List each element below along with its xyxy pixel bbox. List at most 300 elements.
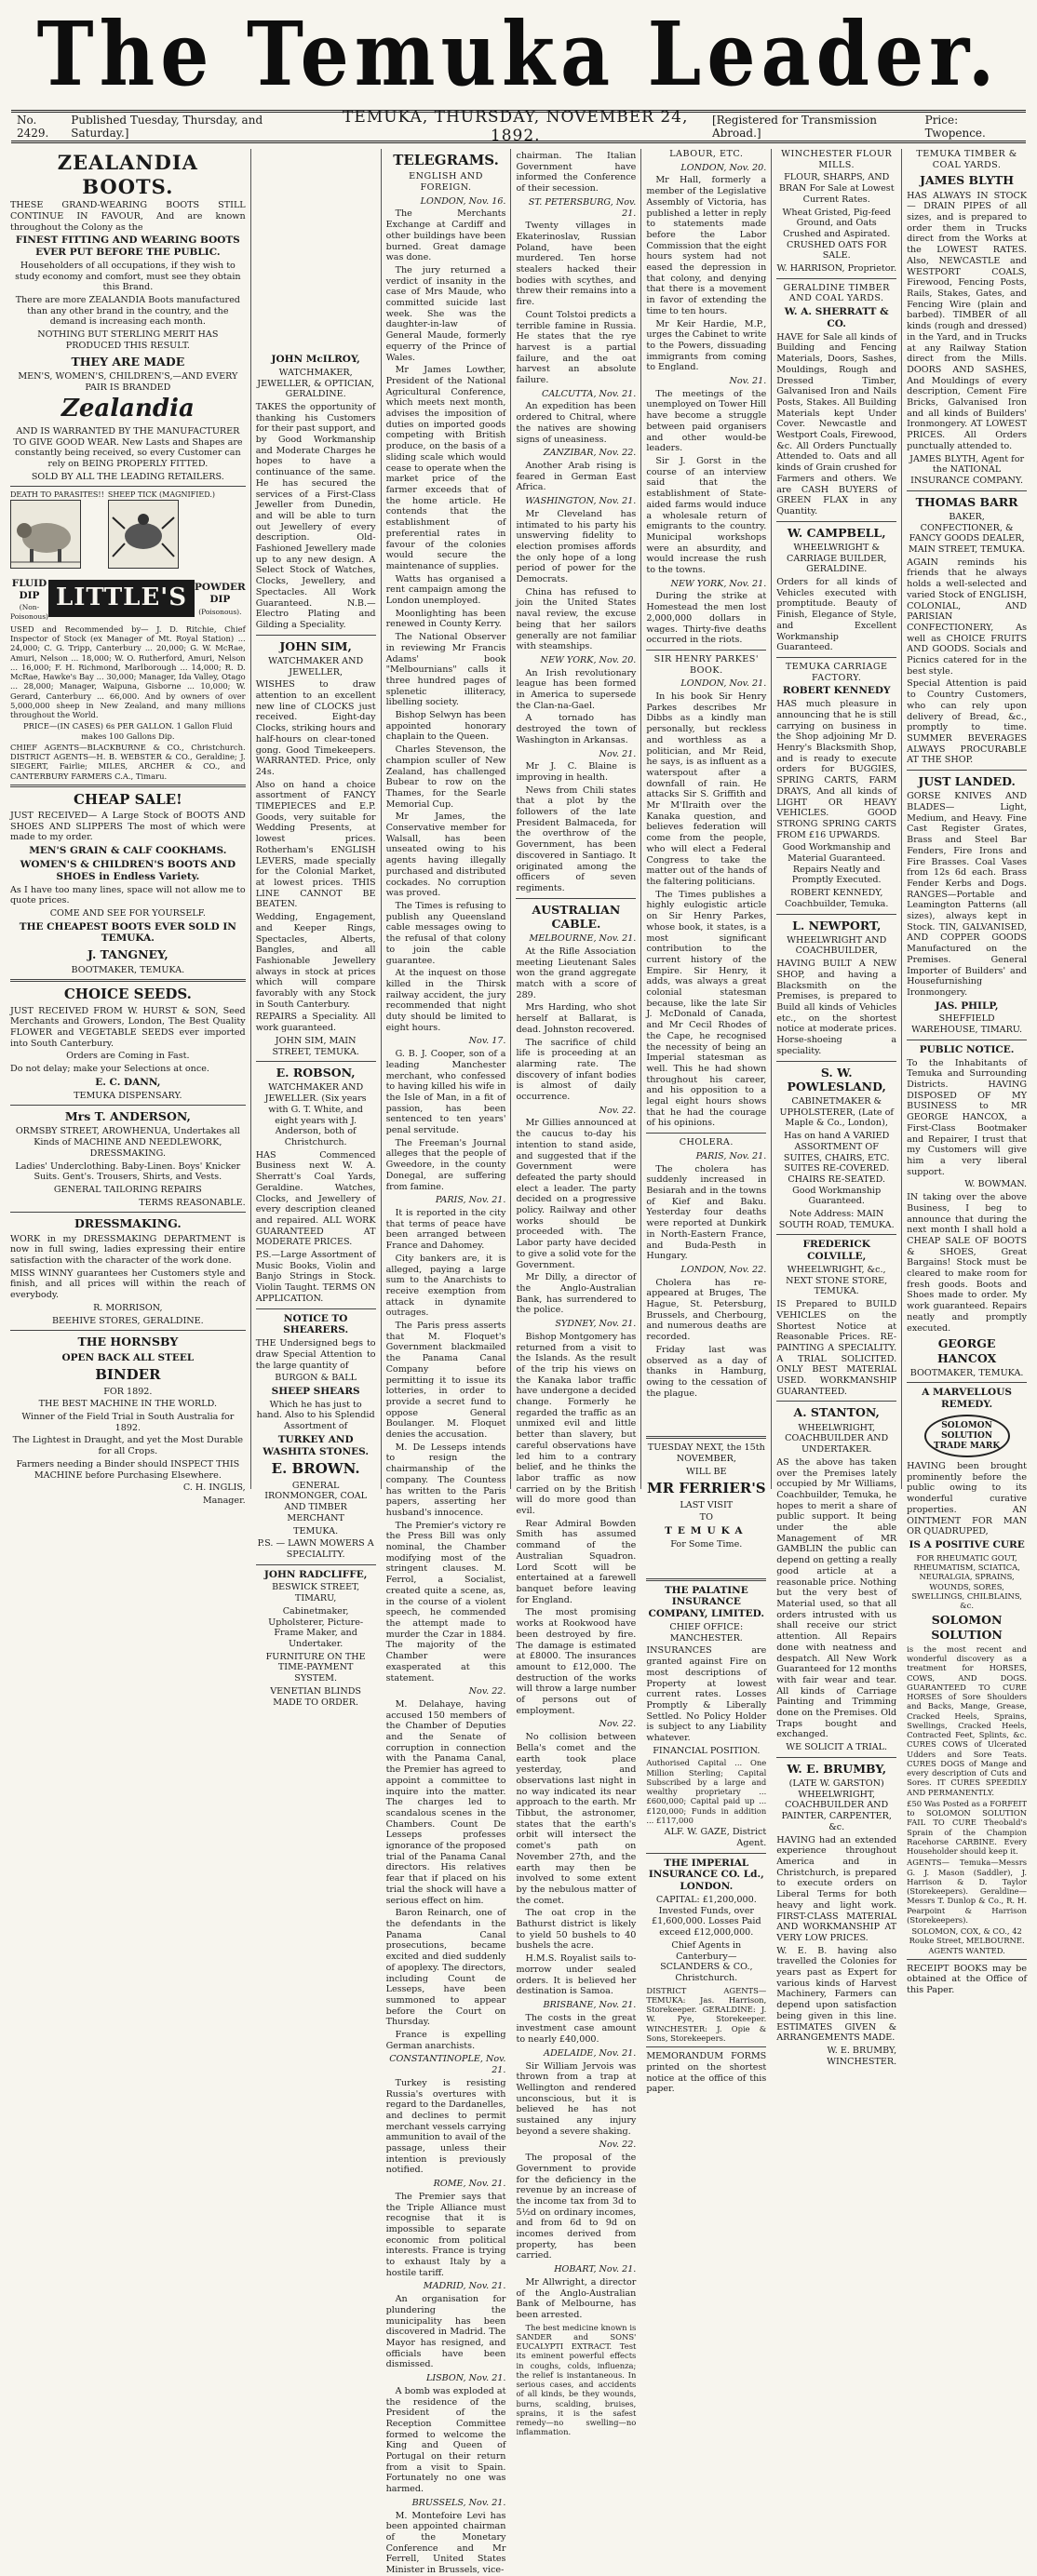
- news-paragraph: The Times publishes a highly eulogistic article on Sir Henry Parkes, whose book, it states, is a most significant contribution to the current history of the Empire. Sir Henry, it adds, was always a great colonial statesman because, like the late Sir J. McDonald of Canada, and Mr Cecil Rhodes of the Cape, he recognised the necessity of being an Imperial statesman as well. This he had shown throughout his career, and his opposition to a legal eight hours shows that he had the courage of his opinions.: [646, 889, 767, 1129]
- news-dateline: NEW YORK, Nov. 21.: [670, 578, 767, 589]
- news-paragraph: Friday last was observed as a day of thanks in Hamburg, owing to the cessation of the plague.: [646, 1344, 767, 1399]
- zealandia-text: AND IS WARRANTED BY THE MANUFACTURER TO GIVE GOOD WEAR. New Lasts and Shapes are constantly being received, so every Customer can rely on BEING PROPERLY FITTED.: [13, 425, 243, 470]
- radcliffe-text: VENETIAN BLINDS MADE TO ORDER.: [270, 1685, 362, 1708]
- news-paragraph: Mr Keir Hardie, M.P., urges the Cabinet to write to the Powers, dissuading immigrants from coming to England.: [646, 318, 767, 373]
- hornsby-text: THE BEST MACHINE IN THE WORLD.: [38, 1399, 218, 1410]
- news-dateline: Nov. 22.: [468, 1686, 506, 1697]
- news-dateline: LONDON, Nov. 16.: [420, 195, 506, 207]
- news-paragraph: The cholera has suddenly increased in Besiarah and in the towns of Kief and Baku. Yesterday four deaths were reported at Dunkirk in North-Eastern France, and Buda-Pesth in Hungary.: [646, 1163, 767, 1262]
- dip-left: [10, 576, 48, 621]
- kennedy-signature: ROBERT KENNEDY, Coachbuilder, Temuka.: [784, 888, 889, 909]
- divider: [776, 1061, 896, 1062]
- zealandia-text: Householders of all occupations, if they wish to study economy and comfort, must see they obtain this Brand.: [15, 260, 241, 293]
- hornsby-text: The Lightest in Draught, and yet the Most Durable for all Crops.: [12, 1435, 244, 1457]
- anderson-text: ORMSBY STREET, AROWHENUA, Undertakes all Kinds of MACHINE AND NEEDLEWORK, DRESSMAKING.: [15, 1126, 240, 1159]
- blyth-name: JAMES BLYTH: [920, 173, 1015, 188]
- news-dateline: SYDNEY, Nov. 21.: [555, 1319, 637, 1330]
- imperial-district: DISTRICT AGENTS— TEMUKA: Jas. Harrison, Storekeeper. GERALDINE: J. W. Pye, Storekeeper. WINCHESTER: J. Opie & Sons, Storekeepers.: [646, 1985, 767, 2043]
- sheep-engraving-icon: [10, 500, 81, 569]
- palatine-title: THE PALATINE INSURANCE COMPANY, LIMITED.: [648, 1584, 765, 1620]
- divider: [776, 278, 896, 279]
- cheap-sale-text: JUST RECEIVED— A Large Stock of BOOTS AND SHOES AND SLIPPERS The most of which were made to my order.: [10, 811, 246, 843]
- divider: [907, 770, 1027, 771]
- newport-sub: WHEELWRIGHT AND COACHBUILDER,: [787, 934, 887, 957]
- news-paragraph: Count Tolstoi predicts a terrible famine in Russia. He states that the rye harvest is a partial failure, and the oat harvest an absolute failure.: [516, 309, 637, 386]
- column-5: [641, 149, 772, 2095]
- news-dateline: PARIS, Nov. 21.: [435, 1195, 506, 1206]
- solution-text: £50 Was Posted as a FORFEIT to SOLOMON SOLUTION FAIL TO CURE Theobald's Sprain of the Champion Racehorse CARBINE. Every Householder should keep it.: [907, 1798, 1028, 1857]
- news-paragraph: Moonlighting has been renewed in County Kerry.: [385, 608, 506, 630]
- news-paragraph: Mr James Lowther, President of the National Agricultural Conference, which meets next month, advises the imposition of duties on imported goods competing with British produce, on the basis of a sliding scale which would cease to operate when the market price of the farmer exceeds that of the home article. He contends that the establishment of preferential rates in favour of the colonies would secure the maintenance of supplies.: [385, 365, 506, 571]
- news-paragraph: Mr Hall, formerly a member of the Legislative Assembly of Victoria, has published a letter in reply to statements made before the Labor Commission that the eight hours system had not eased the depression in that colony, and denying that there is a movement in favor of extending the time to ten hours.: [646, 175, 767, 316]
- news-dateline: WASHINGTON, Nov. 21.: [525, 496, 637, 507]
- news-paragraph: The Merchants Exchange at Cardiff and other buildings have been burned. Great damage was done.: [385, 208, 506, 263]
- choice-seeds-title: CHOICE SEEDS.: [63, 986, 192, 1003]
- news-paragraph: France is expelling German anarchists.: [385, 2030, 506, 2051]
- news-paragraph: Sir William Jervois was thrown from a trap at Wellington and rendered unconscious, but it is believed he has not sustained any injury beyond a severe shaking.: [516, 2060, 637, 2137]
- place-date: TEMUKA, THURSDAY, NOVEMBER 24, 1892.: [343, 108, 689, 145]
- news-dateline: ROME, Nov. 21.: [433, 2179, 506, 2190]
- cheap-sale-text: COME AND SEE FOR YOURSELF.: [49, 907, 206, 919]
- blyth-signature: JAMES BLYTH, Agent for the NATIONAL INSURANCE COMPANY.: [909, 453, 1025, 486]
- zealandia-text: THESE GRAND-WEARING BOOTS STILL CONTINUE IN FAVOUR, And are known throughout the Colony as the: [10, 200, 246, 233]
- hornsby-text: Winner of the Field Trial in South Australia for 1892.: [21, 1412, 235, 1433]
- zealandia-brand-script: Zealandia: [61, 395, 195, 423]
- public-notice-text: IN taking over the above Business, I beg to announce that during the next month I shall hold a CHEAP SALE OF BOOTS & SHOES, Great Bargains! Stock must be cleared to make room for fresh goods. Boots and Shoes made to order. My work guaranteed. Repairs neatly and promptly executed.: [907, 1192, 1028, 1334]
- news-paragraph: The proposal of the Government to provide for the deficiency in the revenue by an increase of the income tax from 3d to 5½d on ordinary incomes, and from 6d to 9d on incomes derived from property, has been carried.: [516, 2153, 637, 2261]
- divider: [256, 1564, 376, 1565]
- palatine-text: INSURANCES are granted against Fire on most descriptions of Property at lowest current rates. Losses Promptly & Liberally Settled. No Policy Holder is subject to any Liability whatever.: [646, 1645, 767, 1744]
- choice-seeds-text: Do not delay; make your Selections at once.: [10, 1064, 209, 1075]
- news-paragraph: chairman. The Italian Government have informed the Conference of their secession.: [516, 151, 637, 195]
- radcliffe-text: FURNITURE ON THE TIME-PAYMENT SYSTEM.: [265, 1651, 366, 1684]
- littles-brand: LITTLE'S: [48, 580, 195, 617]
- dressmaking-text: WORK in my DRESSMAKING DEPARTMENT is now in full swing, ladies expressing their entire satisfaction with the character of the work done.: [10, 1233, 246, 1267]
- shearers-stones: TURKEY AND WASHITA STONES.: [263, 1433, 369, 1457]
- column-1: [6, 149, 251, 1506]
- engraving-caption: SHEEP TICK (MAGNIFIED.): [107, 490, 216, 500]
- news-dateline: ZANZIBAR, Nov. 22.: [543, 448, 637, 459]
- hancox-sub: BOOTMAKER, TEMUKA.: [909, 1367, 1024, 1378]
- campbell-sub: WHEELWRIGHT & CARRIAGE BUILDER, GERALDINE.: [786, 542, 887, 575]
- divider: [646, 650, 766, 651]
- news-dateline: Nov. 17.: [468, 1036, 506, 1047]
- morrison-sub: BEEHIVE STORES, GERALDINE.: [51, 1315, 204, 1326]
- news-paragraph: City bankers are, it is alleged, paying a large sum to the Anarchists to receive exemption from attack in dynamite outrages.: [385, 1253, 506, 1319]
- news-paragraph: An Irish revolutionary league has been formed in America to supersede the Clan-na-Gael.: [516, 667, 637, 711]
- divider: [646, 1436, 766, 1439]
- kennedy-name: ROBERT KENNEDY: [782, 685, 891, 697]
- sim-sub: WATCHMAKER AND JEWELLER,: [268, 655, 364, 678]
- solution-agents: AGENTS— Temuka—Messrs G. J. Mason (Saddler), J. Harrison & D. Taylor (Storekeepers). Geraldine—Messrs T. Dunlop & Co., R. H. Pearpoint & Harrison (Storekeepers).: [907, 1858, 1028, 1925]
- powlesland-name: S. W. POWLESLAND,: [787, 1065, 886, 1093]
- news-dateline: ADELAIDE, Nov. 21.: [544, 2047, 637, 2059]
- issue-number: No. 2429.: [17, 114, 49, 140]
- divider: [776, 521, 896, 522]
- news-dateline: LISBON, Nov. 21.: [425, 2373, 506, 2384]
- morrison-name: R. MORRISON,: [93, 1302, 163, 1313]
- news-paragraph: Charles Stevenson, the champion sculler of New Zealand, has challenged Bubear to row on the Thames, for the Searle Memorial Cup.: [385, 745, 506, 810]
- news-paragraph: No collision between Bella's comet and the earth took place yesterday, and observations last night in no way indicated its near approach to the earth. Mr Tibbut, the astronomer, states that the earth's orbit will intersect the comet's path on November 27th, and the earth may then be involved to some extent by the nebulous matter of the comet.: [516, 1732, 637, 1906]
- news-paragraph: The Premier says that the Triple Alliance must recognise that it is impossible to separate economic from political interests. France is trying to exhaust Italy by a hostile tariff.: [385, 2191, 506, 2278]
- dip-right: [195, 580, 246, 616]
- choice-seeds-text: JUST RECEIVED FROM W. HURST & SON, Seed Merchants and Growers, London, The Best Quality FLOWER and VEGETABLE SEEDS ever imported into South Canterbury.: [10, 1005, 246, 1049]
- radcliffe-text: Cabinetmaker, Upholsterer, Picture-Frame Maker, and Undertaker.: [268, 1605, 364, 1649]
- publication-days: Published Tuesday, Thursday, and Saturday.]: [71, 114, 263, 140]
- barr-text: Special Attention is paid to Country Customers, who can rely upon delivery of Bread, &c., promptly to time. SUMMER BEVERAGES ALWAYS PROCURABLE AT THE SHOP.: [907, 678, 1028, 766]
- cholera-title: CHOLERA.: [679, 1137, 734, 1148]
- news-paragraph: A bomb was exploded at the residence of the President of the Reception Committee formed to welcome the King and Queen of Portugal on their return from a visit to Spain. Fortunately no one was harmed.: [385, 2385, 506, 2495]
- column-3: [382, 149, 512, 2576]
- divider: [776, 914, 896, 915]
- palatine-text: Authorised Capital ... One Million Sterling; Capital Subscribed by a large and wealthy proprietary ... £600,000; Capital paid up ... £120,000; Funds in addition ... £117,000: [646, 1758, 767, 1825]
- news-paragraph: China has refused to join the United States naval review, the excuse being that her sailors generally are not familiar with steamships.: [516, 586, 637, 652]
- divider: [10, 785, 246, 787]
- public-notice-title: PUBLIC NOTICE.: [919, 1043, 1015, 1055]
- zealandia-made: THEY ARE MADE: [71, 354, 185, 369]
- radcliffe-name: JOHN RADCLIFFE,: [263, 1568, 368, 1580]
- divider: [516, 898, 636, 899]
- zealandia-text: SOLD BY ALL THE LEADING RETAILERS.: [31, 471, 224, 482]
- philp-sub: SHEFFIELD WAREHOUSE, TIMARU.: [911, 1013, 1023, 1036]
- news-dateline: BRUSSELS, Nov. 21.: [411, 2497, 506, 2508]
- divider: [256, 1061, 376, 1062]
- blyth-text: HAS ALWAYS IN STOCK— DRAIN PIPES of all sizes, and is prepared to order them in Trucks direct from the Works at the LOWEST RATES. Also, NEWCASTLE and WESTPORT COALS, Firewood, Fencing Posts, Rails, Stakes, Gates, and Fencing Wire (plain and barbed). TIMBER of all kinds (rough and dressed) in the Yard, and in Trucks at any Railway Station direct from the Mills. DOORS AND SASHES, And Mouldings of every description, Cement Fire Bricks, Galvanised Iron and all kinds of Builders' Ironmongery. AT LOWEST PRICES. All Orders punctually attended to.: [907, 190, 1028, 451]
- news-paragraph: News from Chili states that a plot by the followers of the late President Balmaceda, for the overthrow of the Government, has been discovered in Santiago. It originated among the officers of seven regiments.: [516, 785, 637, 893]
- divider: [256, 635, 376, 636]
- divider: [10, 486, 246, 487]
- labour-title: LABOUR, ETC.: [669, 149, 744, 159]
- divider: [646, 2046, 766, 2047]
- news-paragraph: G. B. J. Cooper, son of a leading Manchester merchant, who confessed to having killed his wife in the Isle of Man, in a fit of passion, has been sentenced to ten years' penal servitude.: [385, 1049, 506, 1136]
- brown-name: E. BROWN.: [271, 1460, 360, 1478]
- news-paragraph: M. Delahaye, having accused 150 members of the Chamber of Deputies and the Senate of corruption in connection with the Panama Canal, the Premier has agreed to appoint a committee to inquire into the matter. The charges led to scandalous scenes in the Chambers. Count De Lesseps professes ignorance of the proposed trial of the Panama Canal directors. His relatives fear that if placed on his trial the shock will have a serious effect on him.: [385, 1698, 506, 1906]
- powlesland-sub: CABINETMAKER & UPHOLSTERER, (Late of Maple & Co., London),: [779, 1096, 894, 1129]
- divider: [256, 1308, 376, 1309]
- barr-name: THOMAS BARR: [915, 494, 1018, 509]
- bowman-signature: W. BOWMAN.: [964, 1179, 1028, 1190]
- news-paragraph: H.M.S. Royalist sails to-morrow under sealed orders. It is believed her destination is Samoa.: [516, 1953, 637, 1997]
- remedy-text: FOR RHEUMATIC GOUT, RHEUMATISM, SCIATICA, NEURALGIA, SPRAINS, WOUNDS, SORES, SWELLINGS, CHILBLAINS, &c.: [911, 1552, 1022, 1611]
- news-dateline: Nov. 22.: [599, 2140, 637, 2151]
- parkes-title: SIR HENRY PARKES' BOOK.: [653, 653, 759, 676]
- sim-text: REPAIRS a Speciality. All work guaranteed.: [255, 1012, 376, 1034]
- brumby-sub: (LATE W. GARSTON) WHEELWRIGHT, COACHBUILDER AND PAINTER, CARPENTER, &c.: [781, 1778, 892, 1832]
- news-paragraph: The most promising works at Rookwood have been destroyed by fire. The damage is estimated at £8000. The insurances amount to £12,000. The destruction of the works will throw a large number of persons out of employment.: [516, 1607, 637, 1716]
- divider: [776, 657, 896, 658]
- stanton-text: AS the above has taken over the Premises lately occupied by Mr Williams, Coachbuilder, Temuka, he hopes to merit a share of public support. It being under the able Management of MR GAMBLIN the public can depend on getting a really good article at a reasonable price. Nothing but the very best of Material used, so that all orders intrusted with us shall receive our strict attention. All Repairs done with neatness and despatch. All New Work Guaranteed for 12 months with fair wear and tear. All kinds of Carriage Painting and Trimming done on the Premises. Old Traps bought and exchanged.: [776, 1456, 897, 1740]
- imperial-agents: Chief Agents in Canterbury— SCLANDERS & CO., Christchurch.: [660, 1939, 753, 1983]
- news-paragraph: Cholera has re-appeared at Bruges, The Hague, St. Petersburg, Brussels, and Cherbourg, and numerous deaths are recorded.: [646, 1277, 767, 1343]
- news-dateline: BRISBANE, Nov. 21.: [543, 2000, 637, 2010]
- hornsby-year: FOR 1892.: [103, 1386, 153, 1397]
- news-paragraph: Bishop Selwyn has been appointed honorary chaplain to the Queen.: [385, 710, 506, 743]
- newport-name: L. NEWPORT,: [792, 918, 882, 932]
- cheap-sale-line: WOMEN'S & CHILDREN'S BOOTS AND SHOES in Endless Variety.: [20, 858, 236, 882]
- divider: [907, 1382, 1027, 1383]
- registration-note: [Registered for Transmission Abroad.]: [711, 114, 878, 140]
- cheap-sale-title: CHEAP SALE!: [73, 790, 182, 808]
- news-paragraph: Mr Gillies announced at the caucus to-day his intention to stand aside, and suggested that if the Government were defeated the party should elect a leader. The party decided on a progressive policy. Railway and other works should be proceeded with. The Labor party have decided to give a solid vote for the Government.: [516, 1118, 637, 1270]
- news-dateline: Nov. 22.: [599, 1105, 637, 1116]
- news-paragraph: At the Rifle Association meeting Lieutenant Sales won the grand aggregate match with a score of 289.: [516, 946, 637, 1000]
- brumby-text: HAVING had an extended experience throughout America and in Christchurch, is prepared to execute orders on Liberal Terms for both heavy and light work. FIRST-CLASS MATERIAL AND WORKMANSHIP AT VERY LOW PRICES.: [776, 1834, 897, 1943]
- news-paragraph: Mrs Harding, who shot herself at Ballarat, is dead. Johnston recovered.: [516, 1002, 637, 1035]
- column-2: [251, 149, 382, 1708]
- just-landed-title: JUST LANDED.: [918, 774, 1016, 789]
- memorandum-notice: MEMORANDUM FORMS printed on the shortest notice at the office of this paper.: [646, 2051, 767, 2095]
- news-paragraph: The oat crop in the Bathurst district is likely to yield 50 bushels to 40 bushels the acre.: [516, 1908, 637, 1952]
- news-dateline: LONDON, Nov. 22.: [680, 1264, 767, 1275]
- news-paragraph: The Freeman's Journal alleges that the people of Gweedore, in the county Donegal, are suffering from famine.: [385, 1137, 506, 1192]
- hornsby-binder: BINDER: [95, 1366, 161, 1384]
- news-paragraph: M. Montefoire Levi has been appointed chairman of the Monetary Conference and Mr Ferrell, United States Minister in Brussels, vice-: [385, 2510, 506, 2576]
- radcliffe-sub: BESWICK STREET, TIMARU,: [272, 1582, 360, 1604]
- price: Price: Twopence.: [924, 114, 986, 140]
- engraving-caption: DEATH TO PARASITES!!: [10, 490, 104, 500]
- barr-sub: BAKER, CONFECTIONER, & FANCY GOODS DEALER, MAIN STREET, TEMUKA.: [908, 511, 1026, 555]
- remedy-title: A MARVELLOUS REMEDY.: [922, 1387, 1012, 1411]
- powder-dip-sub: (Poisonous).: [198, 608, 242, 617]
- masthead: [0, 0, 1037, 110]
- news-paragraph: Sir J. Gorst in the course of an interview said that the establishment of State-aided farms would induce a wholesale return of emigrants to the country. Municipal workshops were an absurdity, and would increase the rush to the towns.: [646, 455, 767, 576]
- news-dateline: LONDON, Nov. 21.: [680, 678, 767, 690]
- news-paragraph: Turkey is resisting Russia's overtures with regard to the Dardanelles, and declines to permit merchant vessels carrying ammunition to avail of the passage, unless their intention is previously notified.: [385, 2077, 506, 2176]
- zealandia-text: NOTHING BUT STERLING MERIT HAS PRODUCED THIS RESULT.: [37, 329, 219, 351]
- news-paragraph: The sacrifice of child life is proceeding at an alarming rate. The discovery of infant bodies is almost of daily occurrence.: [516, 1037, 637, 1103]
- news-paragraph: Mr J. C. Blaine is improving in health.: [516, 761, 637, 783]
- divider: [776, 1757, 896, 1758]
- divider: [10, 1105, 246, 1106]
- robson-text: HAS Commenced Business next W. A. Sherratt's Coal Yards, Geraldine. Watches, Clocks, and Jewellery of every description cleaned and repaired. ALL WORK GUARANTEED AT MODERATE PRICES.: [255, 1149, 376, 1248]
- news-paragraph: It is reported in the city that terms of peace have been arranged between France and Dahomey.: [385, 1207, 506, 1252]
- news-paragraph: Rear Admiral Bowden Smith has assumed command of the Australian Squadron. Lord Scott will be entertained at a farewell banquet before leaving for England.: [516, 1518, 637, 1605]
- ferrier-text: TUESDAY NEXT, the 15th NOVEMBER,: [647, 1442, 765, 1465]
- colville-sub: WHEELWRIGHT, &c., NEXT STONE STORE, TEMUKA.: [786, 1265, 888, 1297]
- mcilroy-text: TAKES the opportunity of thanking his Customers for their past support, and by Good Workmanship and Moderate Charges he hopes to have a continuance of the same. He has secured the services of a First-Class Jeweller from Dunedin, and will be able to turn out Jewellery of every description. Old-Fashioned Jewellery made up to any new design. A Select Stock of Watches, Clocks, Jewellery, and Spectacles. All Work Guaranteed. N.B.—Electro Plating and Gilding a Speciality.: [255, 401, 376, 630]
- ferrier-text: TO: [699, 1512, 713, 1523]
- news-paragraph: The Times is refusing to publish any Queensland cable messages owing to the refusal of that colony to join the cable guarantee.: [385, 901, 506, 966]
- choice-seeds-text: Orders are Coming in Fast.: [66, 1051, 190, 1062]
- news-paragraph: The Paris press asserts that M. Floquet's Government blackmailed the Panama Canal Company before permitting it to issue its lotteries, in order to provide a secret fund to oppose General Boulanger. M. Floquet denies the accusation.: [385, 1321, 506, 1441]
- divider: [907, 490, 1027, 491]
- philp-name: JAS. PHILP,: [935, 1000, 999, 1012]
- news-dateline: HOBART, Nov. 21.: [554, 2264, 637, 2275]
- news-paragraph: Watts has organised a rent campaign among the London unemployed.: [385, 573, 506, 607]
- column-6: [772, 149, 902, 2067]
- dressmaking-text: MISS WINNY guarantees her Customers style and finish, and all prices will within the reach of everybody.: [10, 1268, 246, 1301]
- shearers-title: NOTICE TO SHEARERS.: [283, 1312, 349, 1336]
- australian-cable-title: AUSTRALIAN CABLE.: [532, 902, 621, 931]
- news-paragraph: The jury returned a verdict of insanity in the case of Mrs Maude, who committed suicide last week. She was the daughter-in-law of General Maude, formerly equerry of the Prince of Wales.: [385, 264, 506, 363]
- campbell-name: W. CAMPBELL,: [787, 525, 886, 540]
- news-dateline: Nov. 21.: [599, 748, 637, 759]
- news-paragraph: A tornado has destroyed the town of Washington in Arkansas.: [516, 713, 637, 745]
- shearers-shears: SHEEP SHEARS: [271, 1385, 360, 1397]
- zealandia-headline: FINEST FITTING AND WEARING BOOTS EVER PUT BEFORE THE PUBLIC.: [15, 235, 240, 259]
- hornsby-title: THE HORNSBY: [77, 1335, 179, 1349]
- stanton-name: A. STANTON,: [793, 1405, 880, 1420]
- remedy-text: HAVING been brought prominently before the public owing to its wonderful curative properties. AN OINTMENT FOR MAN OR QUADRUPED,: [907, 1461, 1028, 1537]
- sherratt-name: W. A. SHERRATT & CO.: [784, 306, 889, 329]
- inglis-name: C. H. INGLIS,: [182, 1483, 246, 1494]
- solution-text: is the most recent and wonderful discovery as a treatment for HORSES, COWS, AND DOGS. GUARANTEED TO CURE HORSES of Sore Shoulders and Backs, Mange, Grease, Cracked Heels, Sprains, Swellings, Cracked Heels, Contracted Feet, Splints, &c. CURES COWS of Ulcerated Udders and Sore Teats. CURES DOGS of Mange and every description of Cuts and Sores. IT CURES SPEEDILY AND PERMANENTLY.: [907, 1644, 1028, 1797]
- news-paragraph: The best medicine known is SANDER and SONS' EUCALYPTI EXTRACT. Test its eminent powerful effects in coughs, colds, influenza; the relief is instantaneous. In serious cases, and accidents of all kinds, be they wounds, burns, scalding, bruises, sprains, it is the safest remedy—no swelling—no inflammation.: [516, 2322, 637, 2437]
- news-dateline: Nov. 22.: [599, 1719, 637, 1730]
- dann-name: E. C. DANN,: [95, 1076, 161, 1088]
- news-paragraph: Mr Cleveland has intimated to his party his unswerving fidelity to election promises affords the only hope of a long period of power for the Democrats.: [516, 508, 637, 585]
- harrison-name: W. HARRISON, Proprietor.: [776, 263, 897, 275]
- dip-advert-header: [10, 576, 246, 621]
- anderson-title: Mrs T. ANDERSON,: [64, 1109, 191, 1124]
- palatine-financial: FINANCIAL POSITION.: [653, 1745, 761, 1756]
- brown-sub: GENERAL IRONMONGER, COAL AND TIMBER MERCHANT: [264, 1480, 368, 1523]
- remedy-cure: IS A POSITIVE CURE: [909, 1538, 1025, 1550]
- public-notice-text: To the Inhabitants of Temuka and Surrounding Districts. HAVING DISPOSED OF MY BUSINESS to MR GEORGE HANCOX, a First-Class Bootmaker and Repairer, I trust that my Customers will give him a very liberal support.: [907, 1057, 1028, 1177]
- stanton-sub: WHEELWRIGHT, COACHBUILDER AND UNDERTAKER.: [785, 1422, 889, 1456]
- receipt-books-notice: RECEIPT BOOKS may be obtained at the Office of this Paper.: [907, 1963, 1028, 1996]
- robson-name: E. ROBSON,: [276, 1066, 356, 1080]
- cheap-sale-text: As I have too many lines, space will not allow me to quote prices.: [10, 884, 246, 906]
- news-dateline: Nov. 21.: [729, 376, 767, 387]
- imperial-title: THE IMPERIAL INSURANCE CO. Ld., LONDON.: [648, 1857, 764, 1893]
- news-dateline: NEW YORK, Nov. 20.: [540, 654, 637, 665]
- engraving-right: [108, 490, 215, 571]
- kennedy-text: HAS much pleasure in announcing that he is still carrying on business in the Shop adjoining Mr D. Henry's Blacksmith Shop, and is ready to execute orders for BUGGIES, SPRING CARTS, FARM DRAYS, And all kinds of LIGHT OR HEAVY VEHICLES. GOOD STRONG SPRING CARTS FROM £16 UPWARDS.: [776, 699, 897, 840]
- dip-testimonials: USED and Recommended by— J. D. Ritchie, Chief Inspector of Stock (ex Manager of Mt. Royal Station) ... 24,000; C. G. Tripp, Canterbury ... 20,000; G. W. McRae, Amuri, Nelson ... 18,000; W. O. Rutherford, Amuri, Nelson ... 16,000; F. H. Richmond, Marlborough ... 14,000; R. D. McRae, Hawke's Bay ... 30,000; Manager, Ida Valley, Otago ... 28,000; Manager, Waipuna, Gisborne ... 10,000; W. Gerard, Canterbury ... 66,000. And by owners of over 5,000,000 sheep in New Zealand, and many millions throughout the World.: [10, 624, 246, 720]
- divider: [10, 1330, 246, 1331]
- anderson-text: GENERAL TAILORING REPAIRS: [53, 1185, 202, 1195]
- sim-text: Wedding, Engagement, and Keeper Rings, Spectacles, Alberts, Bangles, and all Fashionable Jewellery always in stock at prices which will compare favorably with any Stock in South Canterbury.: [255, 912, 376, 1010]
- divider: [776, 1234, 896, 1235]
- palatine-agent: ALF. W. GAZE, District Agent.: [664, 1827, 767, 1848]
- barr-text: AGAIN reminds his friends that he always holds a well-selected and varied Stock of ENGLISH, COLONIAL, AND PARISIAN CONFECTIONERY, As well as CHOICE FRUITS AND GOODS. Socials and Picnics catered for in the best style.: [907, 557, 1028, 677]
- fluid-dip-label: FLUID DIP: [11, 577, 47, 601]
- shearers-text: THE Undersigned begs to draw Special Attention to the large quantity of: [255, 1338, 376, 1371]
- news-paragraph: The National Observer in reviewing Mr Francis Adams' book "Melbournians" calls it three hundred pages of splenetic illiteracy, libelling society.: [385, 632, 506, 708]
- flour-text: Wheat Gristed, Pig-feed Ground, and Oats Crushed and Aspirated. CRUSHED OATS FOR SALE.: [782, 207, 891, 262]
- sim-signature: JOHN SIM, MAIN STREET, TEMUKA.: [272, 1035, 359, 1057]
- ferrier-name: MR FERRIER'S: [646, 1480, 766, 1497]
- robson-sub: WATCHMAKER AND JEWELLER. (Six years with G. T. White, and eight years with J. Anderson, both of Christchurch.: [264, 1082, 367, 1147]
- ferrier-text: For Some Time.: [670, 1538, 743, 1550]
- just-landed-text: GORSE KNIVES AND BLADES— Light, Medium, and Heavy. Fine Cast Register Grates, Brass and Steel Bar Fenders, Fire Irons and Fire Brasses. Coal Vases from 12s 6d each. Brass Fender Kerbs and Dogs. RANGES—Portable and Leamington Patterns (all sizes), always kept in Stock. TIN, GALVANISED, AND COPPER GOODS Manufactured on the Premises. General Importer of Builders' and Housefurnishing Ironmongery.: [907, 791, 1028, 998]
- news-paragraph: Bishop Montgomery has returned from a visit to the Islands. As the result of the trip his views on the Kanaka labor traffic have undergone a decided change. Formerly he regarded the traffic as an unmixed evil and little better than slavery, but careful observations have led him to a contrary belief, and he thinks the labor traffic as now carried on by the British will do more good than evil.: [516, 1331, 637, 1517]
- shearers-text: BURGON & BALL: [275, 1373, 357, 1384]
- divider: [10, 979, 246, 982]
- colville-text: IS Prepared to BUILD VEHICLES on the Shortest Notice at Reasonable Prices. RE-PAINTING A SPECIALITY. A TRIAL SOLICITED. ONLY BEST MATERIAL USED. WORKMANSHIP GUARANTEED.: [776, 1299, 897, 1397]
- powlesland-text: Note Address: MAIN SOUTH ROAD, TEMUKA.: [778, 1209, 895, 1230]
- anderson-text: Ladies' Underclothing. Baby-Linen. Boys' Knicker Suits. Gent's. Trousers, Shirts, and Vests.: [15, 1161, 241, 1183]
- ferrier-text: LAST VISIT: [680, 1499, 734, 1510]
- news-paragraph: An expedition has been ordered to Chitral, where the natives are showing signs of uneasiness.: [516, 401, 637, 445]
- sim-name: JOHN SIM,: [279, 638, 352, 653]
- news-dateline: PARIS, Nov. 21.: [695, 1150, 767, 1161]
- news-paragraph: Mr Dilly, a director of the Anglo-Australian Bank, has surrendered to the police.: [516, 1272, 637, 1316]
- newspaper-title: The Temuka Leader.: [36, 3, 1001, 107]
- news-paragraph: During the strike at Homestead the men lost 2,000,000 dollars in wages. Thirty-five deaths occurred in the riots.: [646, 591, 767, 646]
- sheep-tick-icon: [108, 500, 179, 569]
- column-7: [902, 149, 1031, 1996]
- news-dateline: CALCUTTA, Nov. 21.: [542, 388, 637, 399]
- solution-title: SOLOMON SOLUTION: [931, 1613, 1003, 1642]
- sherratt-text: HAVE for Sale all kinds of Building and Fencing Materials, Doors, Sashes, Mouldings, Rough and Dressed Timber, Galvanised Iron and Nails Posts, Stakes. All Building Materials kept Under Cover. Newcastle and Westport Coals, Firewood, &c. All Orders Punctually Attended to. Oats and all kinds of Grain crushed for Farmers and others. We are CASH BUYERS of GREEN FLAX in any Quantity.: [776, 331, 897, 517]
- flour-text: FLOUR, SHARPS, AND BRAN For Sale at Lowest Current Rates.: [778, 172, 895, 205]
- imperial-text: CAPITAL: £1,200,000. Invested Funds, over £1,600,000. Losses Paid exceed £12,000,000.: [651, 1895, 761, 1939]
- news-paragraph: In his book Sir Henry Parkes describes Mr Dibbs as a kindly man personally, but reckless and worthless as a politician, and Mr Reid, he says, is as influent as a waterspout after a downfall of rain. He attacks Sir S. Griffith and Mr M'Ilraith over the Kanaka question, and believes federation will come from the people, who will elect a Federal Congress to take the matter out of the hands of the faltering politicians.: [646, 691, 767, 887]
- news-paragraph: Another Arab rising is feared in German East Africa.: [516, 460, 637, 493]
- stanton-text: WE SOLICIT A TRIAL.: [786, 1742, 888, 1753]
- news-paragraph: The costs in the great investment case amount to nearly £40,000.: [516, 2012, 637, 2046]
- hancox-name: GEORGE HANCOX: [936, 1336, 997, 1365]
- news-paragraph: The meetings of the unemployed on Tower Hill have become a struggle between paid organisers and other would-be leaders.: [646, 388, 767, 454]
- carriage-factory-title: TEMUKA CARRIAGE FACTORY.: [785, 661, 888, 683]
- palatine-office: CHIEF OFFICE: MANCHESTER.: [669, 1622, 744, 1644]
- dip-agents: CHIEF AGENTS—BLACKBURNE & CO., Christchurch. DISTRICT AGENTS—H. B. WEBSTER & CO., Geraldine; J. SIEGERT, Fairlie; MILES, ARCHER & CO., and CANTERBURY FARMERS C.A., Timaru.: [10, 742, 246, 781]
- news-dateline: CONSTANTINOPLE, Nov. 21.: [389, 2054, 506, 2076]
- mcilroy-sub: WATCHMAKER, JEWELLER, & OPTICIAN, GERALDINE.: [257, 367, 375, 400]
- ferrier-place: TEMUKA: [665, 1525, 748, 1537]
- dateline-bar: [11, 110, 1026, 143]
- column-4: [511, 149, 641, 2437]
- solomon-trademark-icon: SOLOMON SOLUTION TRADE MARK: [924, 1415, 1010, 1457]
- news-paragraph: Mr James, the Conservative member for Walsall, has been unseated owing to his agents having illegally purchased and distributed cockades. No corruption was proved.: [385, 812, 506, 899]
- divider: [907, 1959, 1027, 1960]
- robson-text: P.S.—Large Assortment of Music Books, Violin and Banjo Strings in Stock. Violin Taught. TERMS ON APPLICATION.: [255, 1250, 376, 1304]
- news-dateline: ST. PETERSBURG, Nov. 21.: [528, 196, 637, 219]
- shearers-text: Which he has just to hand. Also to his Splendid Assortment of: [256, 1399, 375, 1432]
- tangney-sub: BOOTMAKER, TEMUKA.: [71, 964, 185, 975]
- news-dateline: MADRID, Nov. 21.: [423, 2281, 506, 2292]
- dressmaking-title: DRESSMAKING.: [74, 1216, 182, 1231]
- divider: [10, 1212, 246, 1213]
- brown-place: TEMUKA.: [293, 1525, 339, 1536]
- news-paragraph: At the inquest on those killed in the Thirsk railway accident, the jury recommended that night duty should be limited to eight hours.: [385, 968, 506, 1033]
- parasite-engravings: [10, 490, 246, 571]
- cheap-sale-line: MEN'S GRAIN & CALF COOKHAMS.: [29, 845, 227, 857]
- kennedy-text: Good Workmanship and Material Guaranteed. Repairs Neatly and Promptly Executed.: [782, 842, 891, 886]
- inglis-sub: Manager.: [202, 1495, 246, 1506]
- news-paragraph: Mr Allwright, a director of the Anglo-Australian Bank of Melbourne, has been arrested.: [516, 2276, 637, 2320]
- sherratt-title: GERALDINE TIMBER AND COAL YARDS.: [783, 282, 890, 304]
- mcilroy-name: JOHN McILROY,: [271, 354, 360, 365]
- sim-text: Also on hand a choice assortment of FANCY TIMEPIECES and E.P. Goods, very suitable for Wedding Presents, at lowest prices. Rotherham's ENGLISH LEVERS, made specially for the Colonial Market, at lowest prices. THIS LINE CANNOT BE BEATEN.: [255, 779, 376, 910]
- campbell-text: Orders for all kinds of Vehicles executed with promptitude. Beauty of Finish, Elegance of Style, and Excellent Workmanship Guaranteed.: [776, 577, 897, 653]
- ferrier-text: WILL BE: [686, 1466, 727, 1477]
- news-paragraph: Baron Reinarch, one of the defendants in the Panama Canal prosecutions, became excited and died suddenly of apoplexy. The directors, including Count de Lesseps, have been summoned to appear before the Court on Thursday.: [385, 1908, 506, 2028]
- divider: [776, 1401, 896, 1402]
- dann-sub: TEMUKA DISPENSARY.: [74, 1090, 182, 1101]
- hornsby-text: Farmers needing a Binder should INSPECT THIS MACHINE before Purchasing Elsewhere.: [16, 1458, 240, 1481]
- blyth-title: TEMUKA TIMBER & COAL YARDS.: [916, 149, 1017, 170]
- brumby-name: W. E. BRUMBY,: [787, 1761, 887, 1776]
- dip-price: PRICE—(IN CASES) 6s PER GALLON. 1 Gallon Fluid makes 100 Gallons Dip.: [23, 721, 233, 741]
- newport-text: HAVING BUILT A NEW SHOP, and having a Blacksmith on the Premises, is prepared to Build all kinds of Vehicles etc., on the shortest notice at moderate prices. Horse-shoeing a speciality.: [776, 959, 897, 1056]
- anderson-text: TERMS REASONABLE.: [139, 1197, 246, 1208]
- powder-dip-label: POWDER DIP: [195, 582, 246, 606]
- telegrams-sub: ENGLISH AND FOREIGN.: [409, 171, 483, 193]
- tangney-name: J. TANGNEY,: [88, 947, 168, 962]
- telegrams-title: TELEGRAMS.: [393, 152, 499, 168]
- divider: [646, 1133, 766, 1134]
- divider: [646, 1578, 766, 1581]
- engraving-left: [10, 490, 104, 571]
- colville-name: FREDERICK COLVILLE,: [802, 1239, 870, 1263]
- zealandia-text: MEN'S, WOMEN'S, CHILDREN'S,—AND EVERY PAIR IS BRANDED: [18, 370, 238, 393]
- powlesland-text: Has on hand A VARIED ASSORTMENT OF SUITES, CHAIRS, ETC. SUITES RE-COVERED. CHAIRS RE-SEATED. Good Workmanship Guaranteed.: [783, 1131, 890, 1207]
- news-dateline: MELBOURNE, Nov. 21.: [529, 933, 637, 945]
- fluid-dip-sub: (Non-Poisonous): [10, 603, 48, 621]
